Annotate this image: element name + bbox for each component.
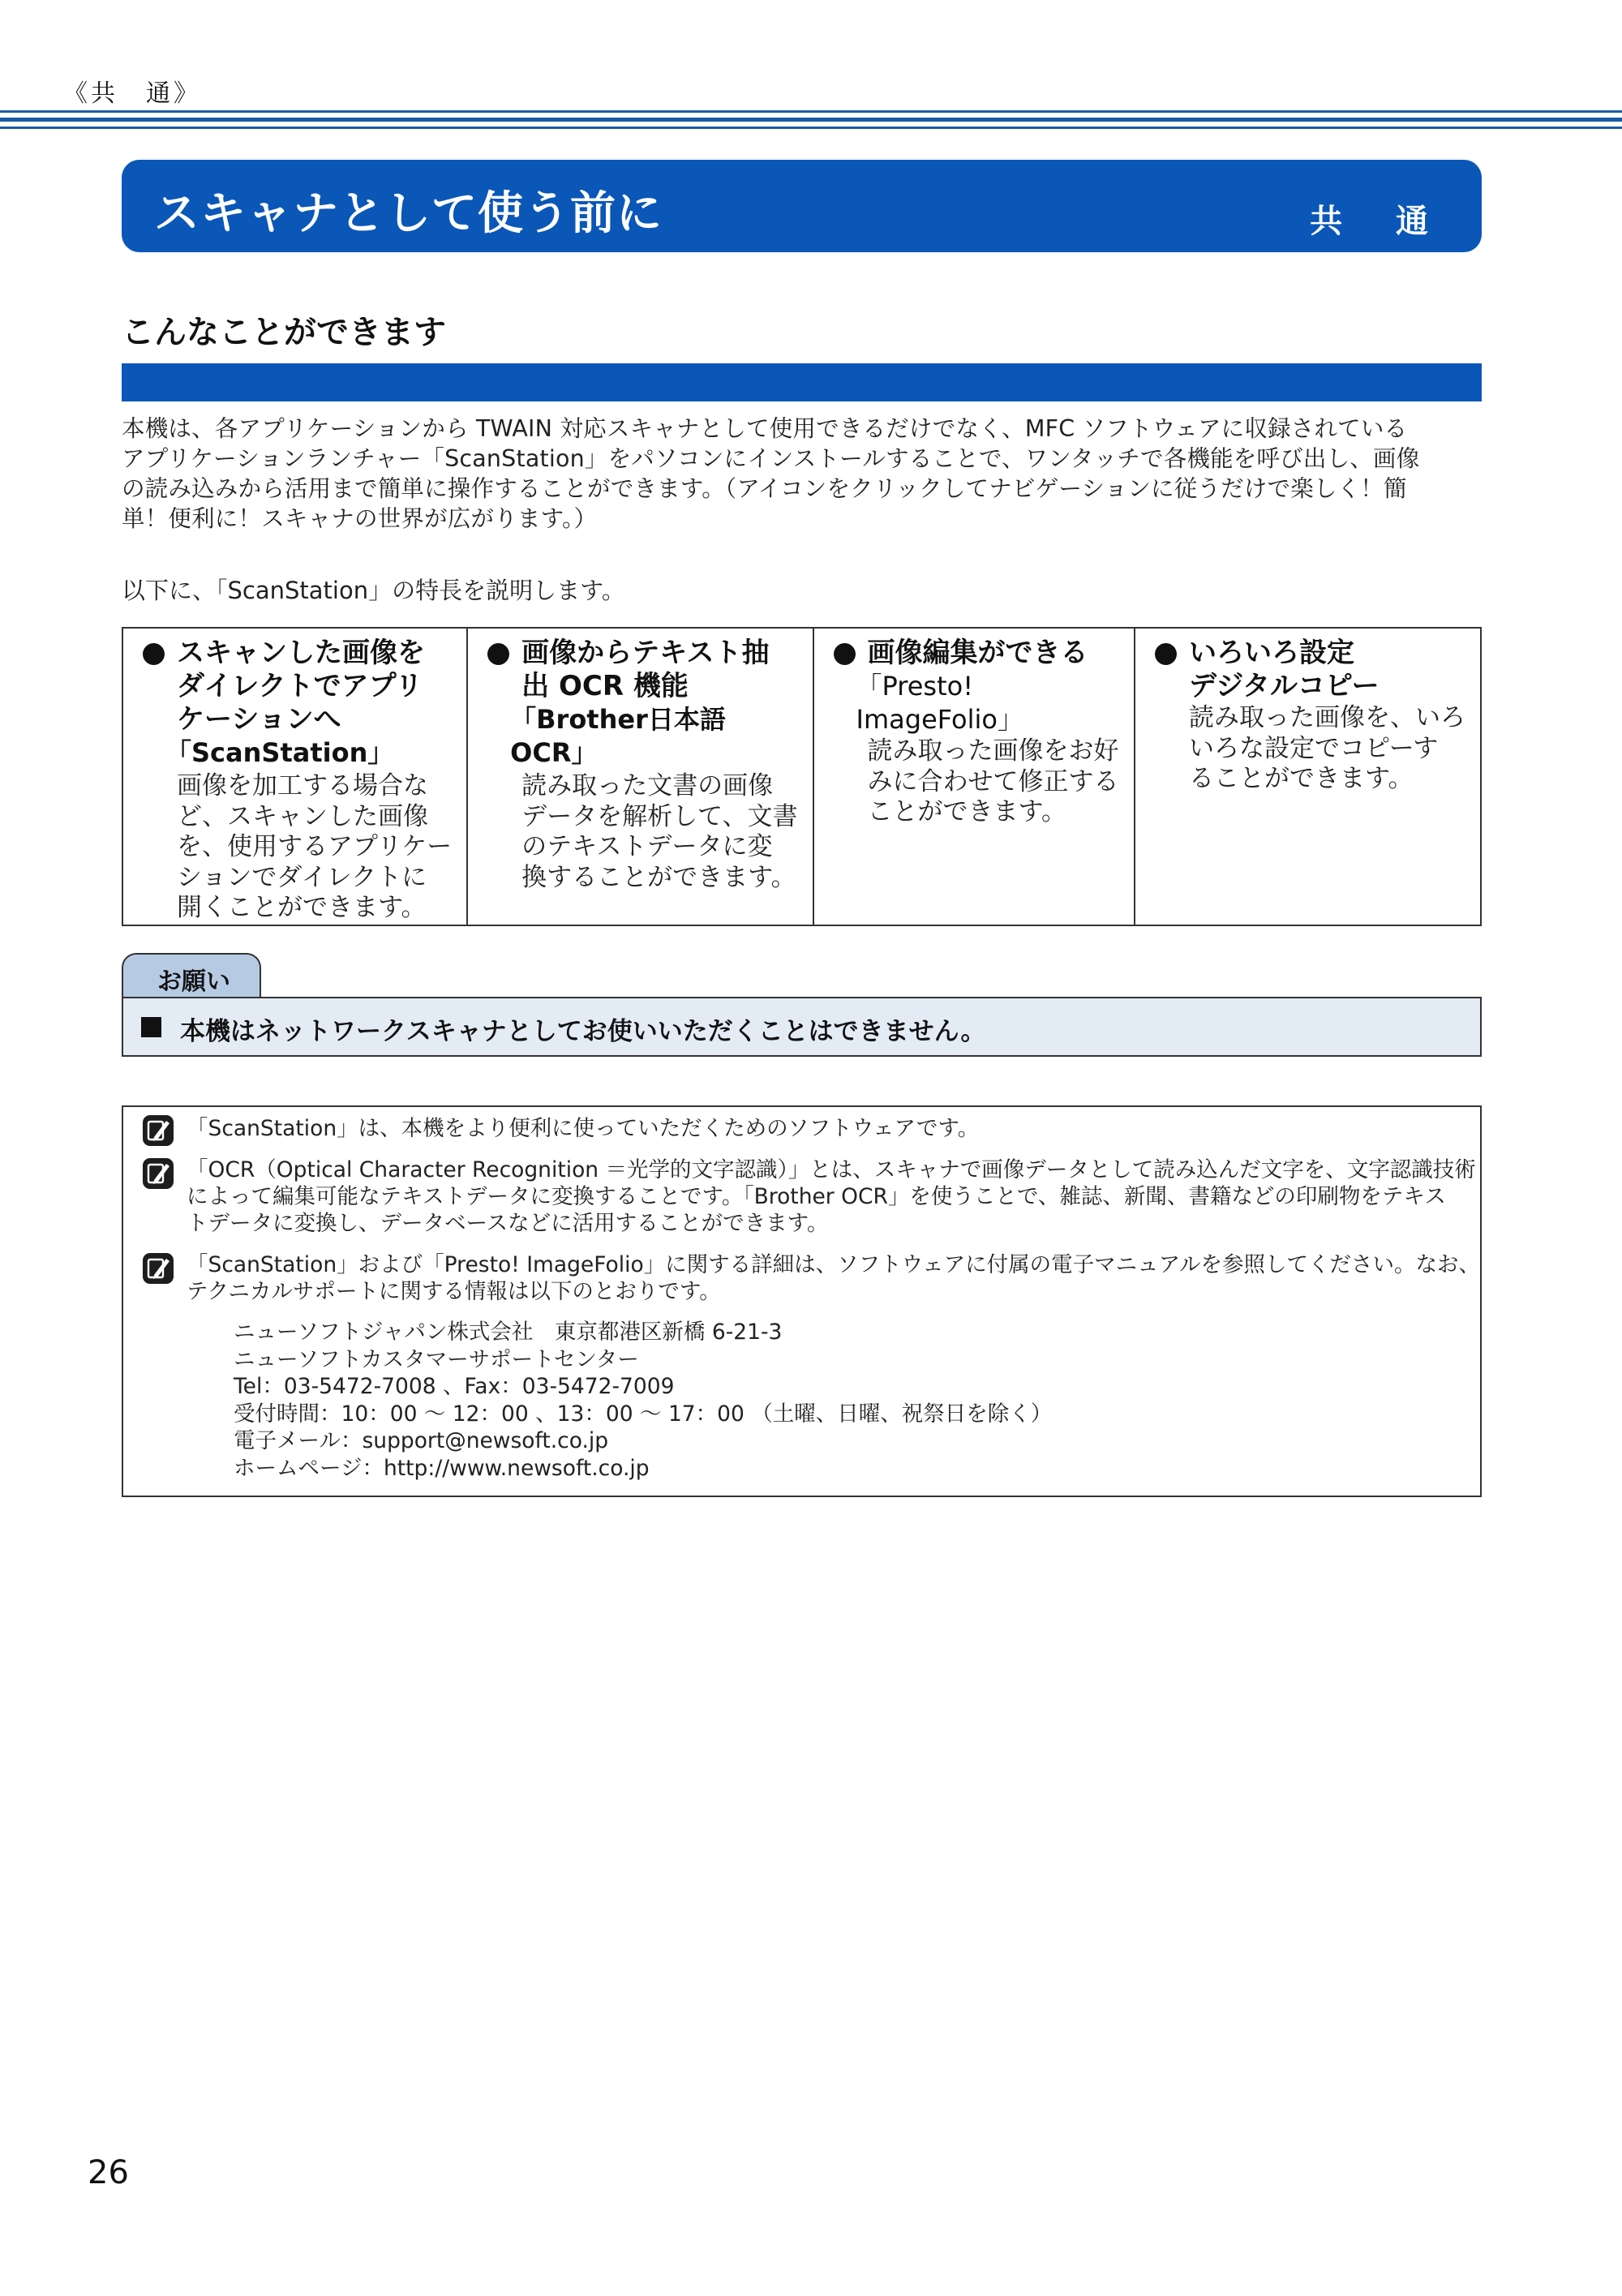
feature-table bbox=[122, 627, 1482, 926]
feature-title-line: ダイレクトでアプリ bbox=[177, 670, 423, 702]
feature-body-line: ることができます。 bbox=[1189, 764, 1414, 793]
feature-body-line: ことができます。 bbox=[867, 797, 1067, 826]
bullet-icon bbox=[143, 643, 165, 665]
feature-body bbox=[868, 736, 1119, 828]
feature-title-line: 出 OCR 機能 bbox=[521, 670, 689, 702]
note-line: によって編集可能なテキストデータに変換することです。「Brother OCR」を使うことで、雑誌、新聞、書籍などの印刷物をテキス bbox=[187, 1184, 1446, 1209]
feature-body-line: 読み取った画像を、いろ bbox=[1189, 703, 1465, 732]
intro-line: アプリケーションランチャー「ScanStation」をパソコンにインストールすることで、ワンタッチで各機能を呼び出し、画像 bbox=[122, 445, 1420, 472]
feature-body-line: 読み取った画像をお好 bbox=[867, 736, 1119, 766]
feature-title bbox=[868, 637, 1119, 670]
onegai-box bbox=[122, 997, 1482, 1057]
feature-body-line: のテキストデータに変 bbox=[521, 832, 773, 861]
contact-line: Tel：03-5472-7008 、Fax：03-5472-7009 bbox=[234, 1374, 675, 1399]
note-line: トデータに変換し、データベースなどに活用することができます。 bbox=[187, 1211, 829, 1236]
contact-line: ニューソフトジャパン株式会社 東京都港区新橋 6-21-3 bbox=[234, 1320, 783, 1345]
feature-cell bbox=[1135, 629, 1480, 925]
feature-body-line: 画像を加工する場合な bbox=[177, 771, 428, 800]
memo-pencil-icon bbox=[143, 1253, 174, 1284]
onegai-text: 本機はネットワークスキャナとしてお使いいただくことはできません。 bbox=[180, 1017, 986, 1046]
feature-cell bbox=[123, 629, 468, 925]
intro-line: 本機は、各アプリケーションから TWAIN 対応スキャナとして使用できるだけでなく、MFC ソフトウェアに収録されている bbox=[122, 415, 1408, 442]
bullet-icon bbox=[487, 643, 509, 665]
notes-box bbox=[122, 1105, 1482, 1497]
header-rule bbox=[0, 127, 1622, 129]
feature-product: 「Brother日本語OCR」 bbox=[510, 704, 726, 768]
section-tag: 《共 通》 bbox=[63, 79, 201, 108]
bullet-icon bbox=[834, 643, 856, 665]
section-heading: こんなことができます bbox=[122, 314, 446, 351]
feature-title bbox=[1189, 637, 1465, 703]
feature-body-line: いろな設定でコピーす bbox=[1189, 733, 1439, 763]
header-rule bbox=[0, 110, 1622, 113]
square-bullet-icon bbox=[141, 1017, 161, 1037]
lead-text: 以下に、「ScanStation」の特長を説明します。 bbox=[122, 577, 625, 604]
feature-product: 「ScanStation」 bbox=[165, 737, 394, 768]
note-line: 「OCR（Optical Character Recognition ＝光学的文字認識）」とは、スキャナで画像データとして読み込んだ文字を、文字認識技術 bbox=[187, 1157, 1476, 1182]
feature-product: 「Presto! ImageFolio」 bbox=[856, 671, 1023, 735]
feature-title bbox=[177, 637, 452, 736]
feature-title bbox=[521, 637, 797, 703]
memo-pencil-icon bbox=[143, 1158, 174, 1189]
feature-body-line: データを解析して、文書 bbox=[521, 801, 798, 831]
feature-body bbox=[1189, 703, 1465, 795]
intro-line: の読み込みから活用まで簡単に操作することができます。（アイコンをクリックしてナビゲーションに従うだけで楽しく！簡 bbox=[122, 475, 1407, 502]
feature-title-line: ケーションへ bbox=[177, 703, 341, 736]
contact-line: 受付時間：10：00 〜 12：00 、13：00 〜 17：00 （土曜、日曜、祝祭日を除く） bbox=[234, 1401, 1053, 1427]
support-contact bbox=[234, 1319, 1052, 1482]
intro-paragraph bbox=[122, 414, 1482, 534]
note-item bbox=[187, 1251, 1480, 1305]
onegai-tab bbox=[122, 953, 261, 998]
feature-title-line: いろいろ設定 bbox=[1189, 637, 1354, 669]
intro-line: 単！便利に！スキャナの世界が広がります。） bbox=[122, 505, 598, 532]
section-band bbox=[122, 363, 1482, 401]
contact-line: ホームページ：http://www.newsoft.co.jp bbox=[234, 1455, 650, 1481]
page-number: 26 bbox=[88, 2154, 129, 2191]
feature-body-line: ど、スキャンした画像 bbox=[177, 801, 428, 831]
feature-cell bbox=[468, 629, 813, 925]
feature-body-line: みに合わせて修正する bbox=[867, 766, 1119, 796]
feature-body-line: 開くことができます。 bbox=[177, 893, 427, 922]
feature-cell bbox=[814, 629, 1135, 925]
feature-body bbox=[521, 771, 797, 893]
note-line: テクニカルサポートに関する情報は以下のとおりです。 bbox=[187, 1279, 721, 1304]
feature-body-line: 読み取った文書の画像 bbox=[521, 771, 774, 800]
onegai-label: お願い bbox=[157, 968, 230, 996]
feature-body bbox=[177, 771, 452, 924]
feature-title-line: 画像編集ができる bbox=[867, 637, 1088, 669]
note-item bbox=[187, 1115, 979, 1142]
page-title: スキャナとして使う前に bbox=[154, 187, 663, 240]
note-line: 「ScanStation」および「Presto! ImageFolio」に関する詳細は、ソフトウェアに付属の電子マニュアルを参照してください。なお、 bbox=[187, 1252, 1481, 1277]
memo-pencil-icon bbox=[143, 1115, 174, 1146]
feature-body-line: を、使用するアプリケー bbox=[177, 832, 453, 861]
note-line: 「ScanStation」は、本機をより便利に使っていただくためのソフトウェアです。 bbox=[187, 1116, 980, 1141]
feature-title-line: 画像からテキスト抽 bbox=[521, 637, 770, 669]
contact-line: ニューソフトカスタマーサポートセンター bbox=[234, 1346, 639, 1372]
feature-body-line: ションでダイレクトに bbox=[177, 862, 427, 892]
feature-title-line: デジタルコピー bbox=[1189, 670, 1380, 702]
title-tag: 共 通 bbox=[1310, 203, 1449, 240]
header-rule bbox=[0, 118, 1622, 122]
contact-line: 電子メール：support@newsoft.co.jp bbox=[234, 1428, 609, 1453]
feature-title-line: スキャンした画像を bbox=[177, 637, 425, 669]
feature-body-line: 換することができます。 bbox=[521, 862, 796, 892]
note-item bbox=[187, 1157, 1476, 1237]
bullet-icon bbox=[1155, 643, 1177, 665]
chapter-title-bar bbox=[122, 160, 1482, 252]
